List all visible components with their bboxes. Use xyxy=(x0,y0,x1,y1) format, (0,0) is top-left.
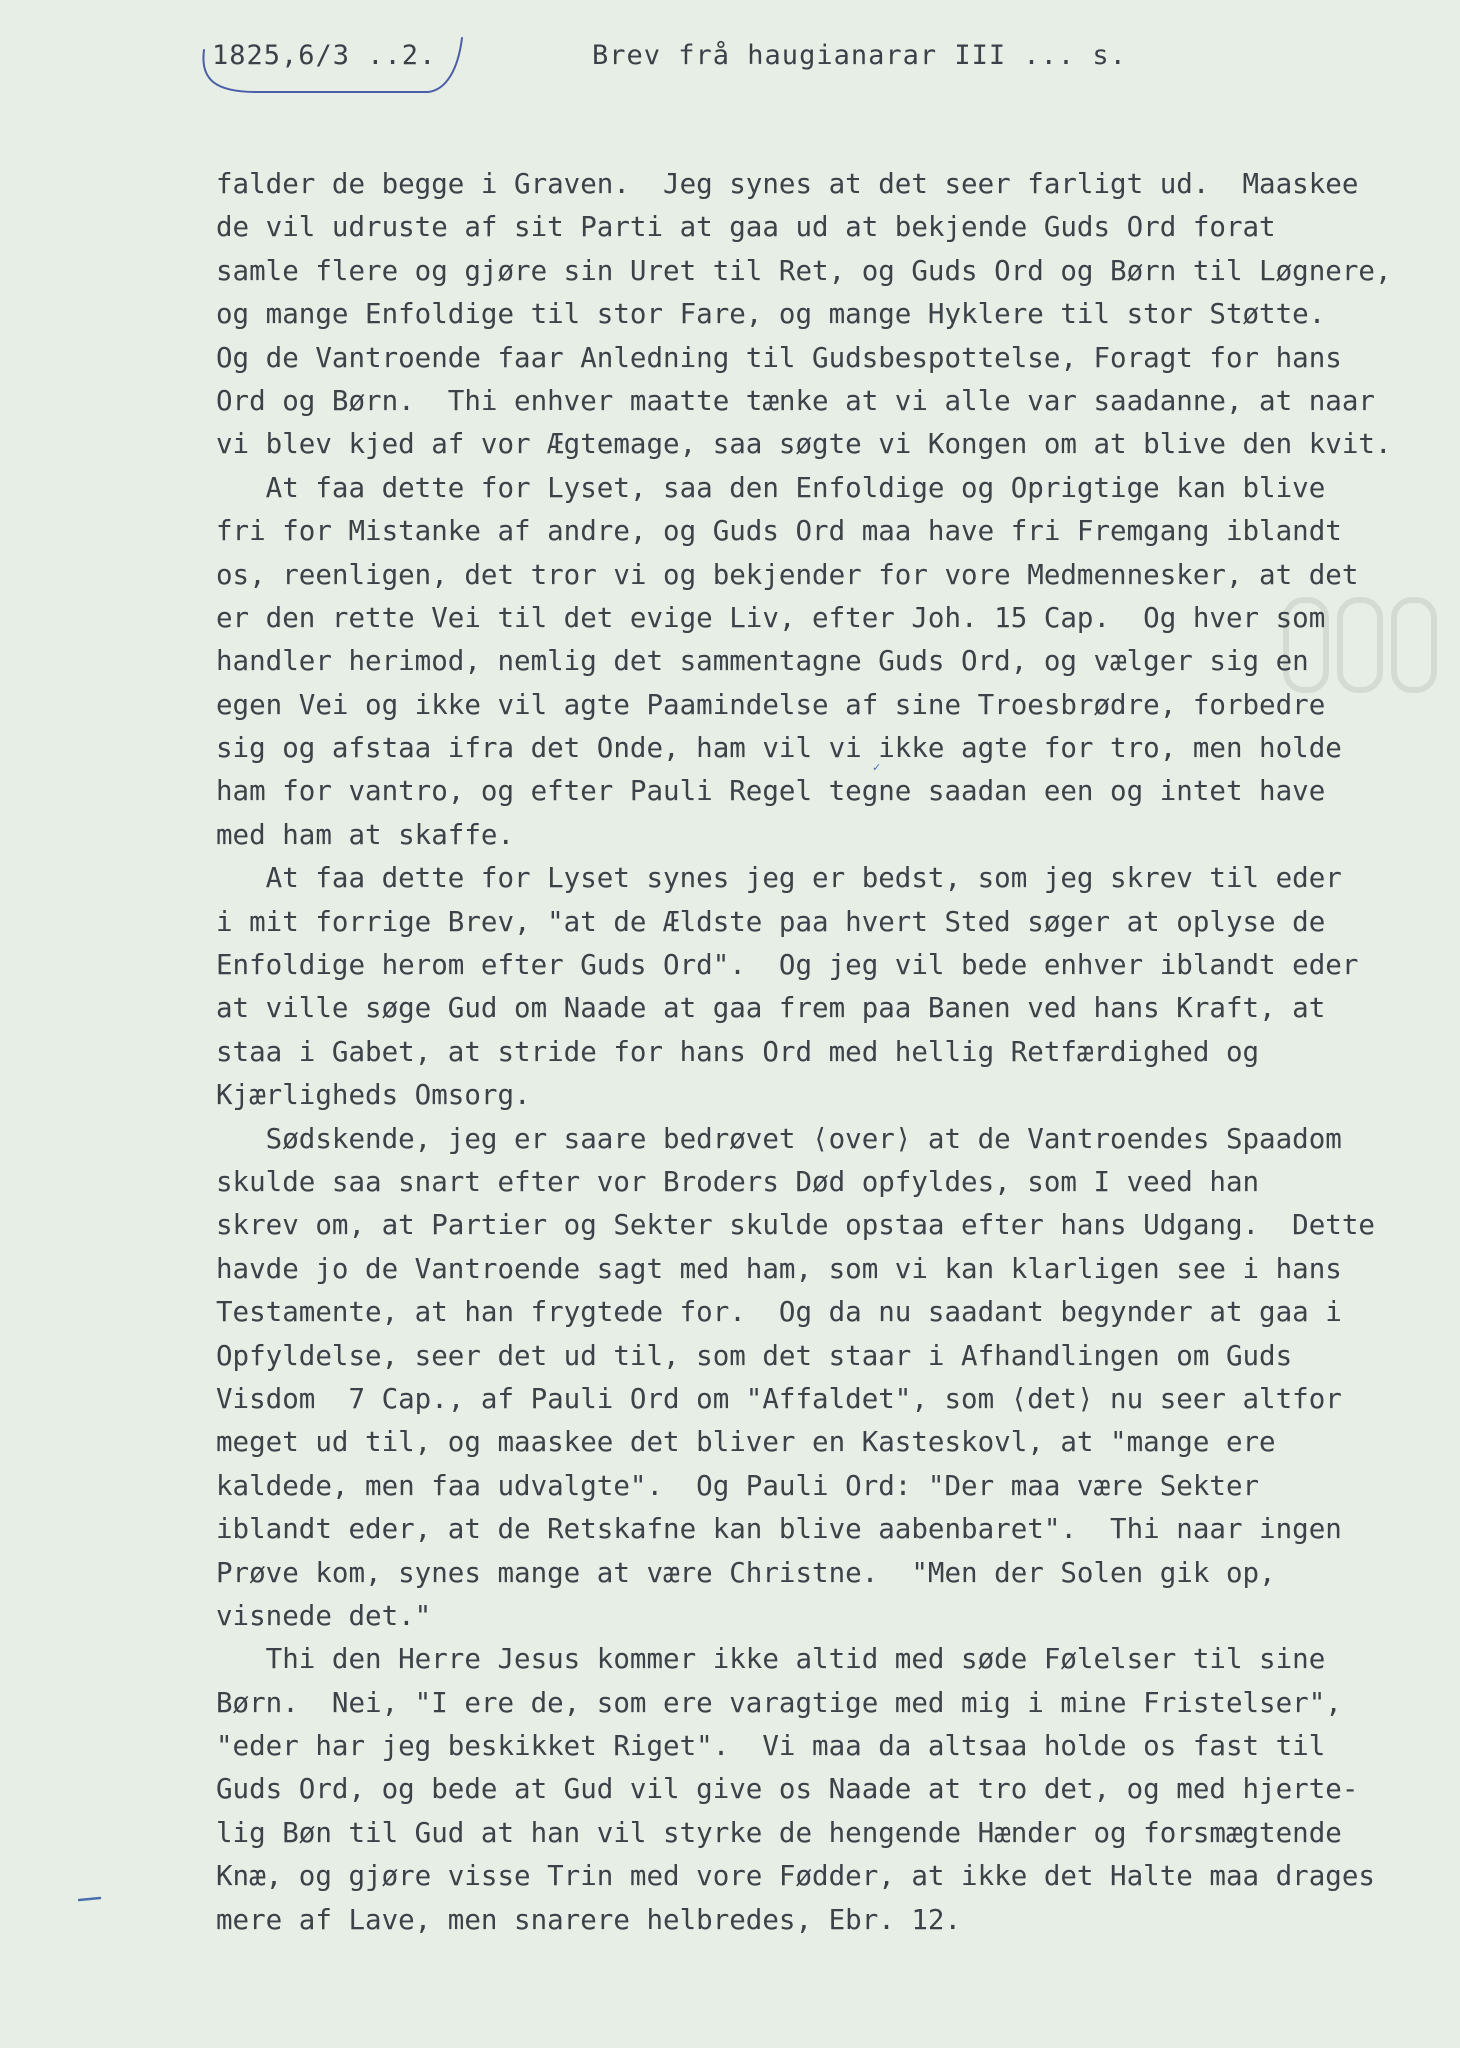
text-line: Thi den Herre Jesus kommer ikke altid med søde Følelser til sine xyxy=(216,1643,1326,1676)
document-title: Brev frå haugianarar III ... s. xyxy=(592,40,1127,71)
text-line: Prøve kom, synes mange at være Christne. "Men der Solen gik op, xyxy=(216,1556,1276,1589)
text-line: er den rette Vei til det evige Liv, efter Joh. 15 Cap. Og hver som xyxy=(216,601,1326,634)
text-line: kaldede, men faa udvalgte". Og Pauli Ord: "Der maa være Sekter xyxy=(216,1469,1260,1502)
text-line: skulde saa snart efter vor Broders Død opfyldes, som I veed han xyxy=(216,1165,1260,1198)
text-line: Opfyldelse, seer det ud til, som det staar i Afhandlingen om Guds xyxy=(216,1339,1293,1372)
text-line: Sødskende, jeg er saare bedrøvet ⟨over⟩ at de Vantroendes Spaadom xyxy=(216,1122,1342,1155)
text-line: og mange Enfoldige til stor Fare, og mange Hyklere til stor Støtte. xyxy=(216,298,1326,331)
text-line: vi blev kjed af vor Ægtemage, saa søgte vi Kongen om at blive den kvit. xyxy=(216,428,1392,461)
text-line: mere af Lave, men snarere helbredes, Ebr. 12. xyxy=(216,1903,962,1936)
text-line: at ville søge Gud om Naade at gaa frem paa Banen ved hans Kraft, at xyxy=(216,992,1326,1025)
text-line: os, reenligen, det tror vi og bekjender for vore Medmennesker, at det xyxy=(216,558,1359,591)
text-line: med ham at skaffe. xyxy=(216,818,515,851)
text-line: visnede det." xyxy=(216,1599,432,1632)
text-line: falder de begge i Graven. Jeg synes at det seer farligt ud. Maaskee xyxy=(216,168,1359,200)
text-line: Knæ, og gjøre visse Trin med vore Fødder, at ikke det Halte maa drages xyxy=(216,1860,1375,1893)
text-line: Guds Ord, og bede at Gud vil give os Naade at tro det, og med hjerte- xyxy=(216,1773,1359,1806)
text-line: staa i Gabet, at stride for hans Ord med hellig Retfærdighed og xyxy=(216,1035,1260,1068)
letter-body xyxy=(216,163,1446,1942)
handwritten-correction-mark: ✓ xyxy=(872,761,882,774)
text-line: Børn. Nei, "I ere de, som ere varagtige med mig i mine Fristelser", xyxy=(216,1686,1342,1719)
text-line: de vil udruste af sit Parti at gaa ud at bekjende Guds Ord forat xyxy=(216,211,1276,244)
text-line: Kjærligheds Omsorg. xyxy=(216,1079,531,1112)
text-line: meget ud til, og maaskee det bliver en Kasteskovl, at "mange ere xyxy=(216,1426,1276,1459)
text-line: egen Vei og ikke vil agte Paamindelse af sine Troesbrødre, forbedre xyxy=(216,688,1326,721)
text-line: i mit forrige Brev, "at de Ældste paa hvert Sted søger at oplyse de xyxy=(216,905,1326,938)
text-line: iblandt eder, at de Retskafne kan blive aabenbaret". Thi naar ingen xyxy=(216,1513,1342,1546)
text-line: samle flere og gjøre sin Uret til Ret, og Guds Ord og Børn til Løgnere, xyxy=(216,254,1392,287)
document-reference: 1825,6/3 ..2. xyxy=(212,40,437,71)
text-line: Testamente, at han frygtede for. Og da nu saadant begynder at gaa i xyxy=(216,1296,1342,1329)
text-line: havde jo de Vantroende sagt med ham, som vi kan klarligen see i hans xyxy=(216,1252,1342,1285)
text-line: handler herimod, nemlig det sammentagne Guds Ord, og vælger sig en xyxy=(216,645,1309,678)
text-line: At faa dette for Lyset synes jeg er bedst, som jeg skrev til eder xyxy=(216,862,1342,895)
text-line: Ord og Børn. Thi enhver maatte tænke at vi alle var saadanne, at naar xyxy=(216,384,1375,417)
text-line: Og de Vantroende faar Anledning til Gudsbespottelse, Foragt for hans xyxy=(216,341,1342,374)
text-line: sig og afstaa ifra det Onde, ham vil vi ikke agte for tro, men holde xyxy=(216,732,1342,765)
text-line: Visdom 7 Cap., af Pauli Ord om "Affaldet", som ⟨det⟩ nu seer altfor xyxy=(216,1382,1342,1415)
text-line: "eder har jeg beskikket Riget". Vi maa da altsaa holde os fast til xyxy=(216,1730,1326,1763)
text-line: fri for Mistanke af andre, og Guds Ord maa have fri Fremgang iblandt xyxy=(216,515,1342,548)
text-line: Enfoldige herom efter Guds Ord". Og jeg vil bede enhver iblandt eder xyxy=(216,949,1359,982)
text-line: At faa dette for Lyset, saa den Enfoldige og Oprigtige kan blive xyxy=(216,471,1326,504)
margin-dash-mark xyxy=(78,1896,102,1902)
text-line: ham for vantro, og efter Pauli Regel tegne saadan een og intet have xyxy=(216,775,1326,808)
text-line: skrev om, at Partier og Sekter skulde opstaa efter hans Udgang. Dette xyxy=(216,1209,1375,1242)
text-line: lig Bøn til Gud at han vil styrke de hengende Hænder og forsmægtende xyxy=(216,1816,1342,1849)
